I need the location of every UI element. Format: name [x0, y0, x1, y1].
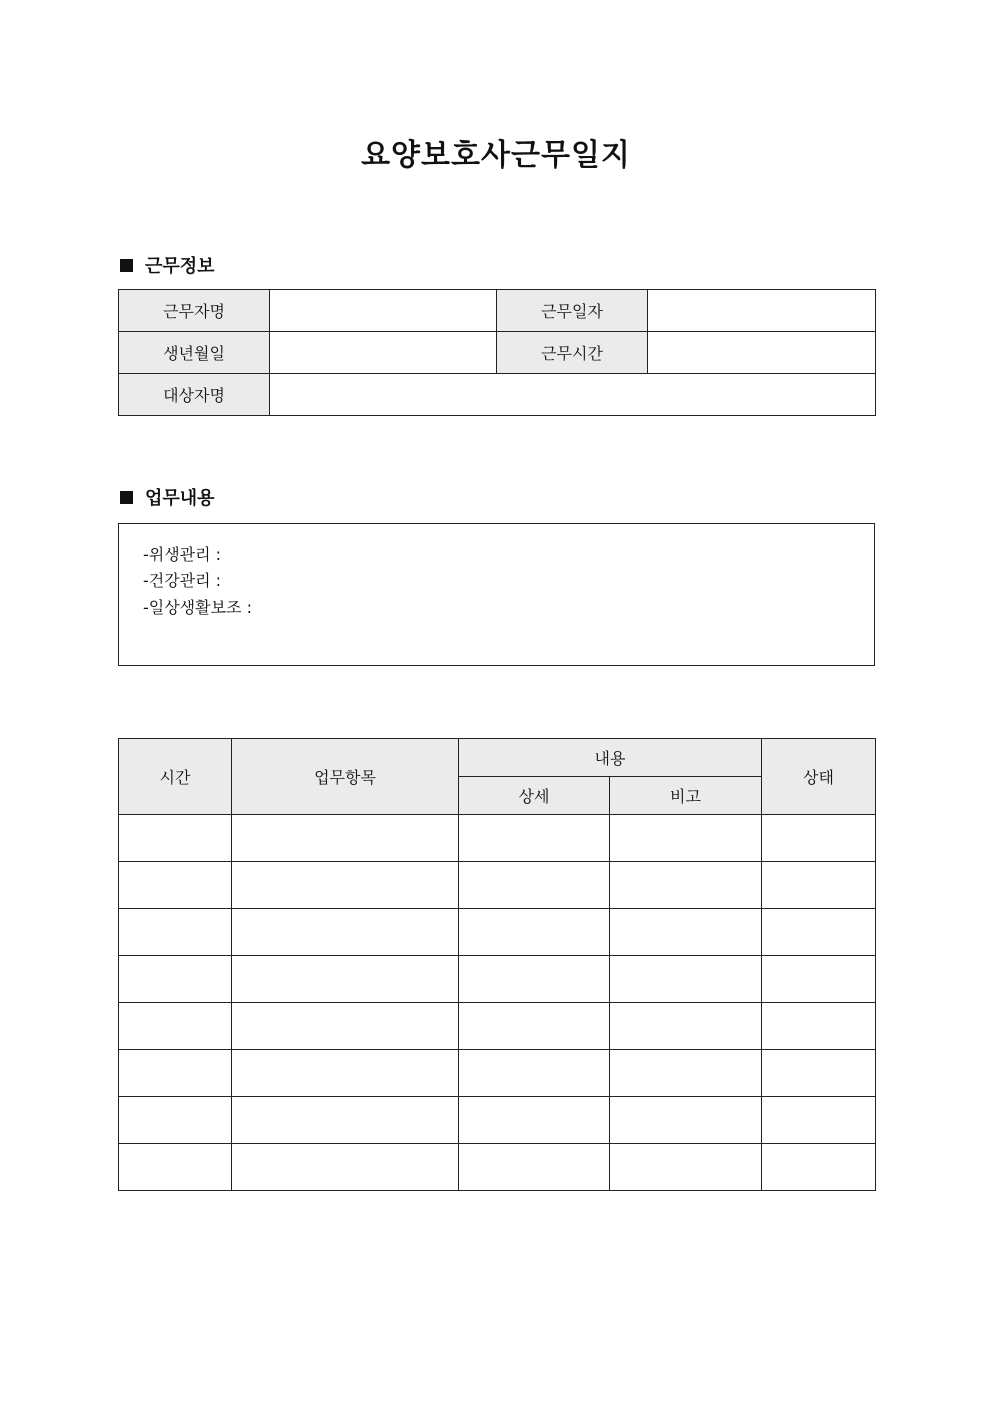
detail-cell[interactable] — [459, 1144, 610, 1191]
worker-name-field[interactable] — [270, 290, 497, 332]
duties-heading — [120, 485, 215, 509]
status-cell[interactable] — [762, 815, 876, 862]
duty-daily-living: -일상생활보조 : — [143, 598, 252, 617]
detail-cell[interactable] — [459, 956, 610, 1003]
table-row — [119, 1144, 876, 1191]
work-date-field[interactable] — [648, 290, 876, 332]
status-cell[interactable] — [762, 1050, 876, 1097]
log-header-row-1 — [119, 739, 876, 777]
detail-header: 상세 — [459, 777, 610, 815]
square-bullet-icon — [120, 491, 133, 504]
time-cell[interactable] — [119, 862, 232, 909]
work-info-table — [118, 289, 876, 416]
table-row — [119, 909, 876, 956]
birth-date-field[interactable] — [270, 332, 497, 374]
task-item-cell[interactable] — [232, 862, 459, 909]
time-cell[interactable] — [119, 1097, 232, 1144]
status-cell[interactable] — [762, 956, 876, 1003]
duty-hygiene: -위생관리 : — [143, 545, 222, 564]
worker-name-label: 근무자명 — [119, 290, 270, 332]
status-cell[interactable] — [762, 1097, 876, 1144]
work-info-heading-label: 근무정보 — [145, 256, 215, 277]
remarks-cell[interactable] — [610, 815, 762, 862]
duties-heading-label: 업무내용 — [145, 488, 215, 509]
info-row-1 — [119, 290, 876, 332]
remarks-cell[interactable] — [610, 909, 762, 956]
detail-cell[interactable] — [459, 909, 610, 956]
task-item-cell[interactable] — [232, 956, 459, 1003]
time-header: 시간 — [119, 739, 232, 815]
remarks-header: 비고 — [610, 777, 762, 815]
status-header: 상태 — [762, 739, 876, 815]
detail-cell[interactable] — [459, 1050, 610, 1097]
task-item-cell[interactable] — [232, 1050, 459, 1097]
duties-box[interactable] — [118, 523, 875, 666]
remarks-cell[interactable] — [610, 1144, 762, 1191]
task-item-header: 업무항목 — [232, 739, 459, 815]
work-hours-label: 근무시간 — [497, 332, 648, 374]
status-cell[interactable] — [762, 862, 876, 909]
recipient-name-label: 대상자명 — [119, 374, 270, 416]
table-row — [119, 1050, 876, 1097]
detail-cell[interactable] — [459, 1097, 610, 1144]
content-header: 내용 — [459, 739, 762, 777]
task-item-cell[interactable] — [232, 1097, 459, 1144]
table-row — [119, 815, 876, 862]
remarks-cell[interactable] — [610, 956, 762, 1003]
time-cell[interactable] — [119, 909, 232, 956]
detail-cell[interactable] — [459, 862, 610, 909]
table-row — [119, 1003, 876, 1050]
remarks-cell[interactable] — [610, 1050, 762, 1097]
status-cell[interactable] — [762, 909, 876, 956]
info-row-3 — [119, 374, 876, 416]
square-bullet-icon — [120, 259, 133, 272]
detail-cell[interactable] — [459, 815, 610, 862]
table-row — [119, 862, 876, 909]
work-info-heading — [120, 253, 215, 277]
birth-date-label: 생년월일 — [119, 332, 270, 374]
page-title: 요양보호사근무일지 — [361, 138, 631, 173]
duty-health: -건강관리 : — [143, 571, 222, 590]
detail-cell[interactable] — [459, 1003, 610, 1050]
remarks-cell[interactable] — [610, 862, 762, 909]
remarks-cell[interactable] — [610, 1097, 762, 1144]
remarks-cell[interactable] — [610, 1003, 762, 1050]
work-hours-field[interactable] — [648, 332, 876, 374]
recipient-name-field[interactable] — [270, 374, 876, 416]
task-item-cell[interactable] — [232, 815, 459, 862]
time-cell[interactable] — [119, 1144, 232, 1191]
time-cell[interactable] — [119, 1003, 232, 1050]
status-cell[interactable] — [762, 1003, 876, 1050]
status-cell[interactable] — [762, 1144, 876, 1191]
task-item-cell[interactable] — [232, 909, 459, 956]
info-row-2 — [119, 332, 876, 374]
work-date-label: 근무일자 — [497, 290, 648, 332]
table-row — [119, 956, 876, 1003]
task-item-cell[interactable] — [232, 1144, 459, 1191]
time-cell[interactable] — [119, 815, 232, 862]
time-cell[interactable] — [119, 1050, 232, 1097]
table-row — [119, 1097, 876, 1144]
task-item-cell[interactable] — [232, 1003, 459, 1050]
time-cell[interactable] — [119, 956, 232, 1003]
work-log-table — [118, 738, 876, 1191]
